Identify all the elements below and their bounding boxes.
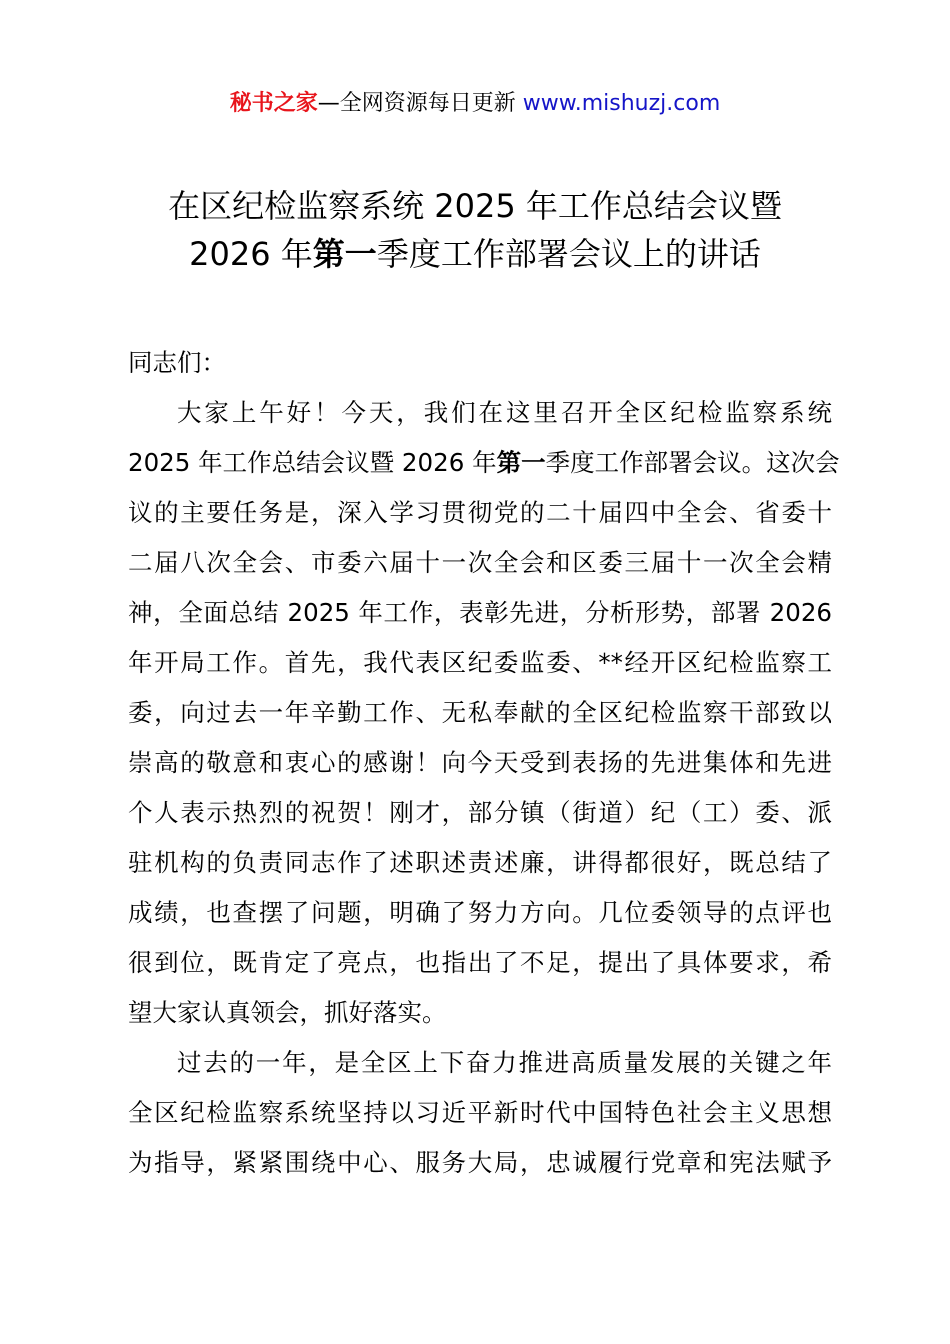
text-run: 季度工作部署会议。这次会 [545, 448, 840, 477]
text-run: 2025 年工作总结会议暨 2026 年 [128, 448, 497, 477]
paragraph-line: 大家上午好！今天，我们在这里召开全区纪检监察系统 [177, 398, 832, 427]
paragraph-line: 二届八次全会、市委六届十一次全会和区委三届十一次全会精 [128, 548, 832, 577]
document-body [128, 338, 840, 1188]
title-line-1: 在区纪检监察系统 2025 年工作总结会议暨 [168, 187, 782, 225]
paragraph-line: 崇高的敬意和衷心的感谢！向今天受到表扬的先进集体和先进 [128, 748, 832, 777]
paragraph-line: 驻机构的负责同志作了述职述责述廉，讲得都很好，既总结了 [128, 848, 832, 877]
paragraph-line: 议的主要任务是，深入学习贯彻党的二十届四中全会、省委十 [128, 498, 832, 527]
paragraph-line: 为指导，紧紧围绕中心、服务大局，忠诚履行党章和宪法赋予 [128, 1148, 832, 1177]
text-run-bold: 第一 [496, 448, 546, 477]
title-line-2-bold: 第一 [312, 235, 377, 273]
paragraph-1 [128, 388, 840, 1038]
paragraph-line: 神，全面总结 2025 年工作，表彰先进，分析形势，部署 2026 [128, 598, 832, 627]
paragraph-line: 全区纪检监察系统坚持以习近平新时代中国特色社会主义思想 [128, 1098, 832, 1127]
title-line-2-prefix: 2026 年 [189, 235, 313, 273]
paragraph-line: 委，向过去一年辛勤工作、无私奉献的全区纪检监察干部致以 [128, 698, 832, 727]
header-tagline: —全网资源每日更新 [317, 91, 516, 116]
paragraph-line: 很到位，既肯定了亮点，也指出了不足，提出了具体要求，希 [128, 948, 832, 977]
paragraph-line: 过去的一年，是全区上下奋力推进高质量发展的关键之年 [177, 1048, 832, 1077]
document-title [0, 182, 950, 278]
paragraph-line: 年开局工作。首先，我代表区纪委监委、**经开区纪检监察工 [128, 648, 832, 677]
site-url-link[interactable]: www.mishuzj.com [522, 91, 721, 116]
paragraph-2 [128, 1038, 832, 1188]
title-line-2-suffix: 季度工作部署会议上的讲话 [376, 235, 761, 273]
paragraph-line: 望大家认真领会，抓好落实。 [128, 998, 447, 1027]
salutation: 同志们： [128, 348, 226, 377]
title-line-2 [0, 230, 950, 278]
paragraph-line: 成绩，也查摆了问题，明确了努力方向。几位委领导的点评也 [128, 898, 832, 927]
brand-name: 秘书之家 [229, 91, 318, 116]
site-header [0, 88, 950, 120]
paragraph-line: 个人表示热烈的祝贺！刚才，部分镇（街道）纪（工）委、派 [128, 798, 832, 827]
paragraph-line [128, 438, 840, 488]
